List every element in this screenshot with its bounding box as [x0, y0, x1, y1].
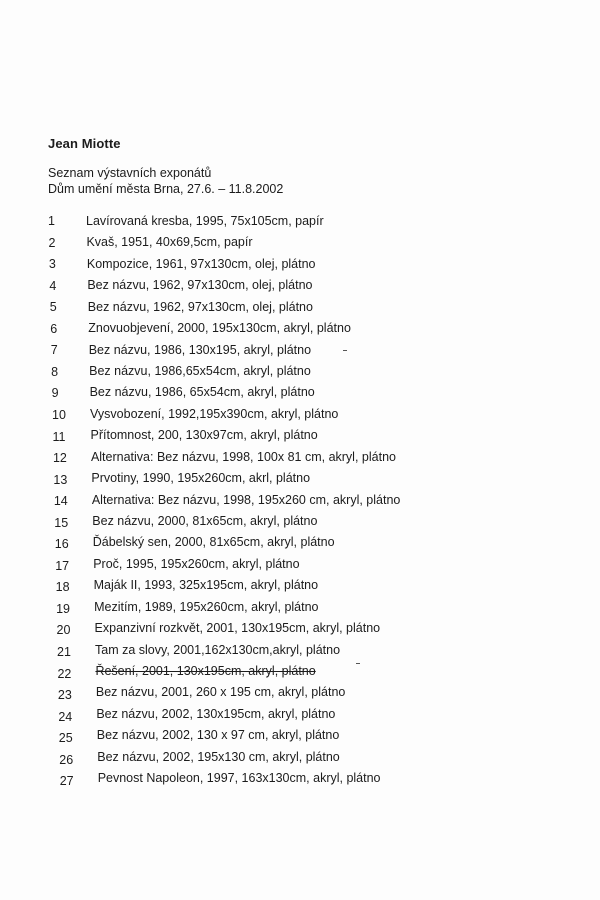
- exhibit-description: Bez názvu, 2002, 130 x 97 cm, akryl, plátno: [96, 728, 340, 743]
- exhibit-list-item: [0, 428, 600, 446]
- exhibit-number: 8: [51, 364, 59, 379]
- exhibit-list-item: [0, 751, 600, 769]
- exhibit-description: Přítomnost, 200, 130x97cm, akryl, plátno: [90, 428, 318, 443]
- exhibit-description: Kvaš, 1951, 40x69,5cm, papír: [86, 235, 253, 250]
- exhibit-list-item: [0, 665, 600, 683]
- exhibit-number: 10: [52, 407, 66, 422]
- exhibit-description: Vysvobození, 1992,195x390cm, akryl, plátno: [90, 406, 339, 421]
- exhibit-list-item: [0, 557, 600, 575]
- exhibit-number: 20: [56, 623, 71, 638]
- exhibit-list-item: [0, 255, 600, 273]
- exhibit-list-item: [0, 708, 600, 726]
- exhibit-description: Znovuobjevení, 2000, 195x130cm, akryl, plátno: [88, 321, 351, 336]
- exhibit-list-item: [0, 363, 600, 381]
- exhibit-description: Ďábelský sen, 2000, 81x65cm, akryl, plátno: [92, 535, 335, 550]
- exhibit-description: Prvotiny, 1990, 195x260cm, akrl, plátno: [91, 471, 311, 486]
- exhibit-number: 13: [53, 472, 68, 487]
- exhibit-number: 14: [53, 494, 68, 509]
- exhibit-description: Bez názvu, 2001, 260 x 195 cm, akryl, plátno: [95, 685, 346, 700]
- exhibit-description: Bez názvu, 1962, 97x130cm, olej, plátno: [87, 278, 313, 293]
- exhibit-description: Alternativa: Bez názvu, 1998, 195x260 cm, akryl, plátno: [91, 492, 401, 507]
- exhibit-description: Lavírovaná kresba, 1995, 75x105cm, papír: [86, 214, 324, 228]
- exhibit-list-item: [0, 384, 600, 402]
- exhibit-number: 17: [55, 558, 70, 573]
- exhibit-number: 24: [58, 709, 73, 724]
- exhibit-list-item: [0, 578, 600, 596]
- exhibit-number: 2: [48, 235, 56, 250]
- exhibit-list-item: [0, 621, 600, 639]
- exhibit-list-item: [0, 341, 600, 359]
- exhibit-list-item: [0, 234, 600, 252]
- exhibit-description: Bez názvu, 1962, 97x130cm, olej, plátno: [87, 299, 313, 314]
- stray-pen-mark: [356, 663, 360, 664]
- exhibit-list-item: [0, 298, 600, 316]
- exhibit-number: 23: [57, 688, 72, 703]
- exhibit-description: Expanzivní rozkvět, 2001, 130x195cm, akryl, plátno: [94, 621, 381, 636]
- exhibit-list-item: [0, 471, 600, 489]
- exhibit-number: 25: [58, 731, 73, 746]
- exhibit-list-item: [0, 449, 600, 467]
- exhibit-list-item: [0, 729, 600, 747]
- exhibit-list-item: [0, 320, 600, 338]
- exhibit-list-item: [0, 514, 600, 532]
- exhibit-description: Bez názvu, 1986, 130x195, akryl, plátno: [88, 342, 312, 357]
- exhibit-description: Kompozice, 1961, 97x130cm, olej, plátno: [86, 256, 316, 271]
- exhibit-number: 22: [57, 666, 72, 681]
- exhibit-list-item: [0, 535, 600, 553]
- exhibit-number: 7: [50, 343, 58, 358]
- exhibit-number: 26: [59, 752, 74, 767]
- exhibit-description: Maják II, 1993, 325x195cm, akryl, plátno: [93, 578, 319, 593]
- exhibit-list-item: [0, 406, 600, 424]
- exhibit-description: Mezitím, 1989, 195x260cm, akryl, plátno: [94, 599, 319, 614]
- exhibit-number: 27: [59, 774, 74, 789]
- exhibit-number: 18: [55, 580, 70, 595]
- exhibit-list-item: [0, 492, 600, 510]
- exhibit-description: Pevnost Napoleon, 1997, 163x130cm, akryl, plátno: [97, 771, 381, 786]
- exhibit-description: Bez názvu, 2002, 130x195cm, akryl, plátno: [96, 706, 336, 721]
- exhibit-number: 3: [48, 257, 56, 272]
- exhibit-list-item: [0, 600, 600, 618]
- subtitle-line-venue-dates: Dům umění města Brna, 27.6. – 11.8.2002: [48, 182, 284, 196]
- exhibit-description: Bez názvu, 2000, 81x65cm, akryl, plátno: [92, 514, 318, 529]
- subtitle-line-list-title: Seznam výstavních exponátů: [48, 166, 212, 180]
- exhibit-list-item: [0, 772, 600, 790]
- exhibit-description: Bez názvu, 1986, 65x54cm, akryl, plátno: [89, 385, 315, 400]
- exhibit-description: Tam za slovy, 2001,162x130cm,akryl, plátno: [95, 642, 341, 657]
- exhibit-list-item: [0, 277, 600, 295]
- exhibit-number: 21: [57, 645, 71, 659]
- exhibit-description: Alternativa: Bez názvu, 1998, 100x 81 cm, akryl, plátno: [90, 449, 396, 464]
- exhibit-description-struck: Řešení, 2001, 130x195cm, akryl, plátno: [95, 664, 316, 679]
- exhibit-list-item: [0, 212, 600, 230]
- author-name: Jean Miotte: [48, 136, 121, 151]
- exhibit-description: Bez názvu, 2002, 195x130 cm, akryl, plátno: [97, 749, 340, 764]
- exhibit-number: 15: [54, 515, 69, 530]
- exhibit-number: 5: [49, 300, 57, 315]
- exhibit-number: 16: [54, 537, 69, 552]
- exhibit-number: 4: [49, 278, 57, 293]
- exhibit-number: 1: [48, 214, 55, 228]
- exhibit-number: 11: [52, 429, 66, 444]
- stray-pen-mark: [343, 350, 347, 351]
- exhibit-number: 12: [52, 451, 67, 466]
- exhibit-description: Proč, 1995, 195x260cm, akryl, plátno: [93, 556, 300, 571]
- exhibit-list-item: [0, 643, 600, 661]
- exhibit-number: 19: [56, 601, 70, 616]
- exhibit-number: 9: [51, 386, 59, 401]
- exhibit-number: 6: [50, 321, 58, 336]
- exhibit-description: Bez názvu, 1986,65x54cm, akryl, plátno: [89, 364, 311, 379]
- exhibit-list-item: [0, 686, 600, 704]
